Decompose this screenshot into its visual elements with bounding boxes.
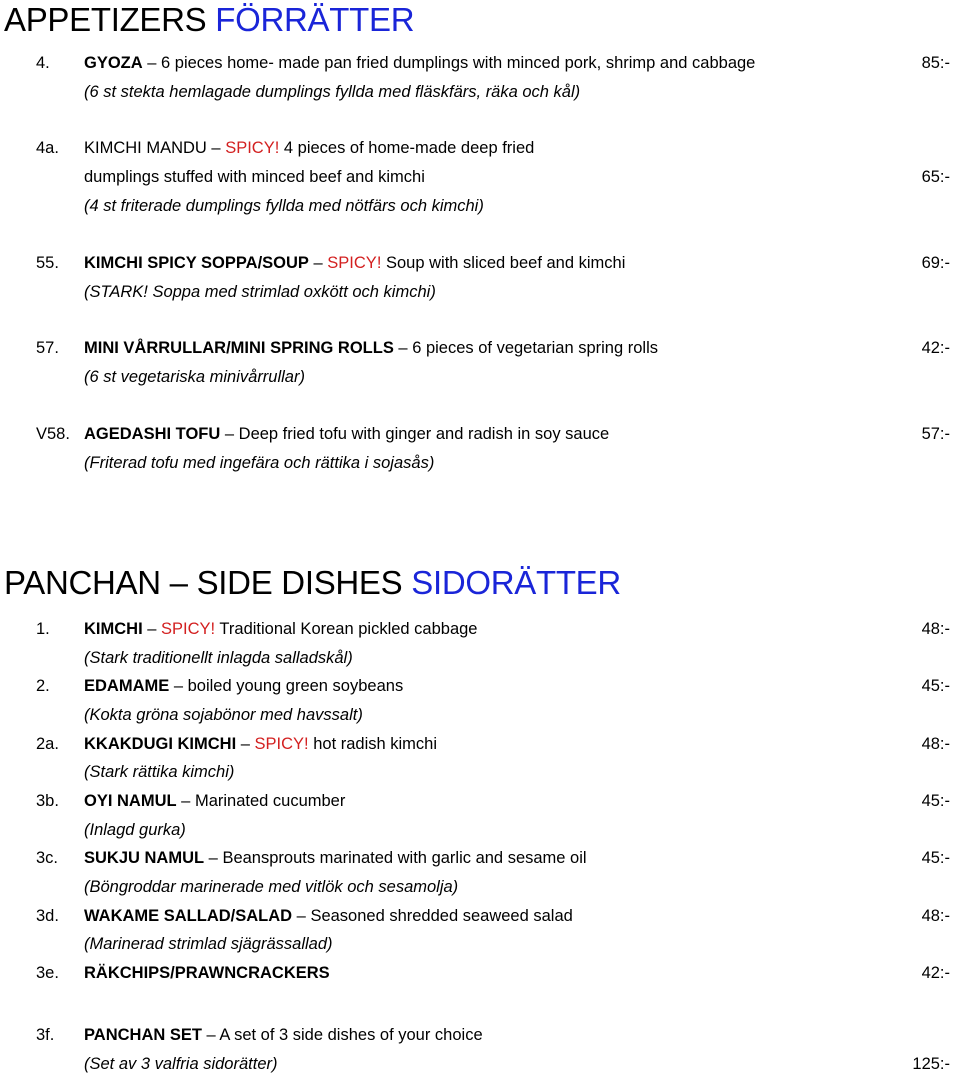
item-price: 125:-: [912, 1055, 950, 1073]
item-number: 57.: [36, 339, 59, 357]
spicy-label: SPICY!: [327, 254, 382, 272]
menu-item-kkakdugi: 2a. KKAKDUGI KIMCHI – SPICY! hot radish kimchi 48:-: [0, 732, 960, 756]
menu-item-kimchi-soup: 55. KIMCHI SPICY SOPPA/SOUP – SPICY! Soup with sliced beef and kimchi 69:-: [0, 251, 960, 275]
item-number: 1.: [36, 620, 50, 638]
item-swedish-description: (6 st vegetariska minivårrullar): [84, 368, 305, 386]
item-swedish-description: (Böngroddar marinerade med vitlök och sesamolja): [84, 878, 459, 896]
item-swedish-description: (Inlagd gurka): [84, 821, 186, 839]
item-price: 65:-: [921, 168, 950, 186]
item-name: GYOZA: [84, 54, 143, 72]
item-name: KIMCHI MANDU: [84, 139, 207, 157]
menu-item-kimchi-mandu: 4a. KIMCHI MANDU – SPICY! 4 pieces of home-made deep fried: [0, 136, 960, 160]
menu-item-kimchi: 1. KIMCHI – SPICY! Traditional Korean pickled cabbage 48:-: [0, 617, 960, 641]
side-dishes-heading: PANCHAN – SIDE DISHES SIDORÄTTER: [4, 564, 621, 601]
item-price: 48:-: [921, 735, 950, 753]
item-price: 85:-: [921, 54, 950, 72]
item-name: MINI VÅRRULLAR/MINI SPRING ROLLS: [84, 339, 394, 357]
item-number: 3f.: [36, 1026, 55, 1044]
menu-item-edamame: 2. EDAMAME – boiled young green soybeans 45:-: [0, 674, 960, 698]
menu-item-oyi-namul: 3b. OYI NAMUL – Marinated cucumber 45:-: [0, 789, 960, 813]
item-number: 2a.: [36, 735, 59, 753]
appetizers-heading: APPETIZERS FÖRRÄTTER: [4, 1, 415, 38]
item-price: 69:-: [921, 254, 950, 272]
item-name: KIMCHI: [84, 620, 143, 638]
item-number: 4.: [36, 54, 50, 72]
item-price: 57:-: [921, 425, 950, 443]
item-description: 4 pieces of home-made deep fried: [279, 139, 535, 157]
item-number: 4a.: [36, 139, 59, 157]
menu-item-sukju-namul: 3c. SUKJU NAMUL – Beansprouts marinated with garlic and sesame oil 45:-: [0, 846, 960, 870]
item-swedish-description: (Kokta gröna sojabönor med havssalt): [84, 706, 363, 724]
item-swedish-description: (Friterad tofu med ingefära och rättika i sojasås): [84, 454, 435, 472]
menu-item-spring-rolls: 57. MINI VÅRRULLAR/MINI SPRING ROLLS – 6 pieces of vegetarian spring rolls 42:-: [0, 336, 960, 360]
item-price: 48:-: [921, 620, 950, 638]
item-swedish-description: (STARK! Soppa med strimlad oxkött och kimchi): [84, 283, 436, 301]
item-name: KKAKDUGI KIMCHI: [84, 735, 237, 753]
item-name: AGEDASHI TOFU: [84, 425, 221, 443]
item-number: 3b.: [36, 792, 59, 810]
item-description: 6 pieces of vegetarian spring rolls: [412, 339, 658, 357]
item-swedish-description: (4 st friterade dumplings fyllda med nötfärs och kimchi): [84, 197, 484, 215]
item-description-continued: dumplings stuffed with minced beef and kimchi: [84, 168, 425, 186]
side-dishes-heading-swedish: SIDORÄTTER: [411, 564, 621, 601]
appetizers-heading-swedish: FÖRRÄTTER: [215, 1, 415, 38]
menu-item-agedashi-tofu: V58. AGEDASHI TOFU – Deep fried tofu with ginger and radish in soy sauce 57:-: [0, 422, 960, 446]
item-price: 48:-: [921, 907, 950, 925]
item-number: V58.: [36, 425, 70, 443]
item-number: 55.: [36, 254, 59, 272]
item-swedish-description: (6 st stekta hemlagade dumplings fyllda med fläskfärs, räka och kål): [84, 83, 581, 101]
item-description: Beansprouts marinated with garlic and sesame oil: [222, 849, 587, 867]
item-name: RÄKCHIPS/PRAWNCRACKERS: [84, 964, 330, 982]
item-description: 6 pieces home- made pan fried dumplings with minced pork, shrimp and cabbage: [161, 54, 756, 72]
item-name: EDAMAME: [84, 677, 170, 695]
item-name: SUKJU NAMUL: [84, 849, 205, 867]
item-name: PANCHAN SET: [84, 1026, 202, 1044]
item-name: OYI NAMUL: [84, 792, 177, 810]
item-description: Soup with sliced beef and kimchi: [381, 254, 626, 272]
item-description: Seasoned shredded seaweed salad: [310, 907, 573, 925]
item-number: 3c.: [36, 849, 59, 867]
item-name: WAKAME SALLAD/SALAD: [84, 907, 293, 925]
item-swedish-description: (Stark rättika kimchi): [84, 763, 235, 781]
menu-item-panchan-set: 3f. PANCHAN SET – A set of 3 side dishes of your choice: [0, 1023, 960, 1047]
item-price: 45:-: [921, 677, 950, 695]
item-name: KIMCHI SPICY SOPPA/SOUP: [84, 254, 309, 272]
item-number: 2.: [36, 677, 50, 695]
item-description: Marinated cucumber: [194, 792, 346, 810]
item-description: hot radish kimchi: [308, 735, 438, 753]
spicy-label: SPICY!: [225, 139, 280, 157]
item-description: A set of 3 side dishes of your choice: [219, 1026, 483, 1044]
spicy-label: SPICY!: [161, 620, 216, 638]
menu-item-wakame-salad: 3d. WAKAME SALLAD/SALAD – Seasoned shredded seaweed salad 48:-: [0, 904, 960, 928]
item-swedish-description: (Set av 3 valfria sidorätter): [84, 1055, 278, 1073]
item-swedish-description: (Stark traditionellt inlagda salladskål): [84, 649, 353, 667]
item-description: boiled young green soybeans: [187, 677, 404, 695]
menu-item-prawncrackers: [0, 961, 960, 985]
item-description: Traditional Korean pickled cabbage: [215, 620, 478, 638]
menu-item-gyoza: 4. GYOZA – 6 pieces home- made pan fried dumplings with minced pork, shrimp and cabbage 85:-: [0, 51, 960, 75]
item-price: 42:-: [921, 339, 950, 357]
spicy-label: SPICY!: [254, 735, 309, 753]
item-price: 45:-: [921, 849, 950, 867]
item-number: 3d.: [36, 907, 59, 925]
item-swedish-description: (Marinerad strimlad sjägrässallad): [84, 935, 333, 953]
item-number: 3e.: [36, 964, 59, 982]
item-price: 42:-: [921, 964, 950, 982]
item-description: Deep fried tofu with ginger and radish in soy sauce: [238, 425, 610, 443]
item-price: 45:-: [921, 792, 950, 810]
